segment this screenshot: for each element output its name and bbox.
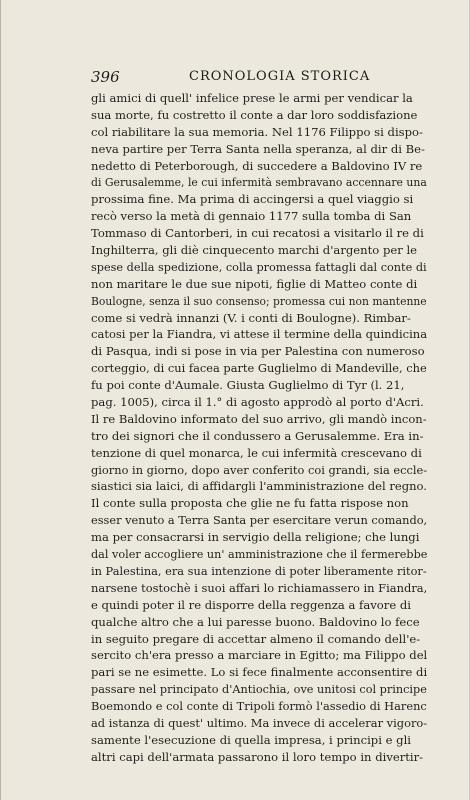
page-number: 396 xyxy=(91,68,120,86)
text-line: ad istanza di quest' ultimo. Ma invece di accelerar vigoro- xyxy=(91,715,428,730)
text-line: di Gerusalemme, le cui infermità sembravano accennare una xyxy=(91,175,427,190)
text-line: in seguito pregare di accettar almeno il comando dell'e- xyxy=(91,631,421,646)
text-line: ma per consacrarsi in servigio della religione; che lungi xyxy=(91,530,420,545)
text-line: Inghilterra, gli diè cinquecento marchi d'argento per le xyxy=(91,243,418,258)
text-line: tro dei signori che il condussero a Gerusalemme. Era in- xyxy=(91,428,424,443)
text-line: prossima fine. Ma prima di accingersi a quel viaggio si xyxy=(91,192,414,207)
text-line: in Palestina, era sua intenzione di poter liberamente ritor- xyxy=(91,563,427,578)
text-line: pag. 1005), circa il 1.° di agosto approdò al porto d'Acri. xyxy=(91,395,424,410)
text-line: Tommaso di Cantorberi, in cui recatosi a visitarlo il re di xyxy=(91,226,424,241)
text-line: catosi per la Fiandra, vi attese il termine della quindicina xyxy=(91,327,428,342)
text-line: neva partire per Terra Santa nella speranza, al dir di Be- xyxy=(91,141,425,156)
text-line: Il re Baldovino informato del suo arrivo, gli mandò incon- xyxy=(91,411,427,426)
text-line: recò verso la metà di gennaio 1177 sulla tomba di San xyxy=(91,209,412,224)
text-line: esser venuto a Terra Santa per esercitare verun comando, xyxy=(91,513,428,528)
text-line: Il conte sulla proposta che glie ne fu fatta rispose non xyxy=(91,496,409,511)
text-line: sercito ch'era presso a marciare in Egitto; ma Filippo del xyxy=(91,648,428,663)
text-line: sua morte, fu costretto il conte a dar loro soddisfazione xyxy=(91,107,418,122)
body-text xyxy=(91,90,427,766)
page-header xyxy=(91,68,427,88)
text-line: gli amici di quell' infelice prese le armi per vendicar la xyxy=(91,91,413,105)
text-line: samente l'esecuzione di quella impresa, i principi e gli xyxy=(91,732,411,747)
text-line: dal voler accogliere un' amministrazione che il fermerebbe xyxy=(91,547,428,562)
text-line: come si vedrà innanzi (V. i conti di Boulogne). Rimbar- xyxy=(91,310,411,325)
text-line: non maritare le due sue nipoti, figlie di Matteo conte di xyxy=(91,276,418,291)
text-line: altri capi dell'armata passarono il loro tempo in divertir- xyxy=(91,749,424,764)
text-line: fu poi conte d'Aumale. Giusta Guglielmo di Tyr (l. 21, xyxy=(91,378,405,393)
text-line: spese della spedizione, colla promessa fattagli dal conte di xyxy=(91,259,427,274)
text-line: nedetto di Peterborough, di succedere a Baldovino IV re xyxy=(91,158,423,173)
text-line: narsene tostochè i suoi affari lo richiamassero in Fiandra, xyxy=(91,580,428,595)
text-line: siastici sia laici, di affidargli l'amministrazione del regno. xyxy=(91,479,427,494)
text-line: col riabilitare la sua memoria. Nel 1176 Filippo si dispo- xyxy=(91,124,423,139)
text-line: Boulogne, senza il suo consenso; promessa cui non mantenne xyxy=(91,293,427,308)
text-line: Boemondo e col conte di Tripoli formò l'assedio di Harenc xyxy=(91,699,427,714)
text-line: e quindi poter il re disporre della reggenza a favore di xyxy=(91,597,411,612)
text-line: giorno in giorno, dopo aver conferito coi grandi, sia eccle- xyxy=(91,462,428,477)
text-line: qualche altro che a lui paresse buono. Baldovino lo fece xyxy=(91,614,420,629)
running-title: CRONOLOGIA STORICA xyxy=(189,69,371,84)
text-line: tenzione di quel monarca, le cui infermità crescevano di xyxy=(91,445,422,460)
text-line: di Pasqua, indi si pose in via per Palestina con numeroso xyxy=(91,344,425,359)
text-line: passare nel principato d'Antiochia, ove unitosi col principe xyxy=(91,682,427,697)
text-line: pari se ne esimette. Lo si fece finalmente acconsentire di xyxy=(91,665,428,680)
text-line: corteggio, di cui facea parte Guglielmo di Mandeville, che xyxy=(91,361,427,376)
